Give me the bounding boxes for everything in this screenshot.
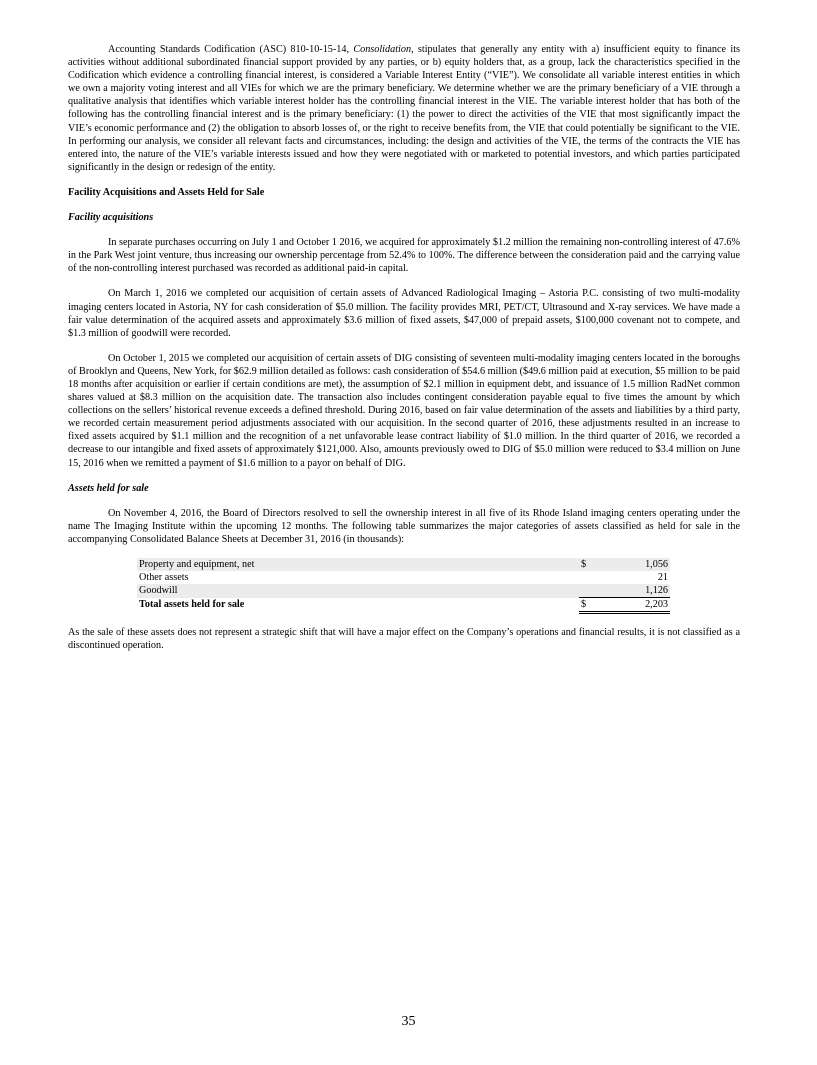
- dig-paragraph: On October 1, 2015 we completed our acquisition of certain assets of DIG consisting of seventeen multi-modality imaging centers located in the boroughs of Brooklyn and Queens, New York, for $62.9 million detailed as follows: cash consideration of $54.6 million ($49.6 million paid at execution, $5 million to be paid 18 months after acquisition or earlier if certain conditions are met), the assumption of $2.1 million in equipment debt, and issuance of 1.5 million RadNet common shares valued at $8.3 million on the acquisition date. The transaction also includes contingent consideration payable equal to five times the amount by which collections on the sellers’ historical revenue exceeds a defined threshold. During 2016, based on fair value determination of the assets and liabilities by a third party, we recorded certain measurement period adjustments associated with our acquisition. In the second quarter of 2016, these adjustments resulted in an increase to fixed assets acquired by $1.1 million and the recognition of a net unfavorable lease contract liability of $1.0 million. In the third quarter of 2016, we recorded a decrease to our intangible and fixed assets of approximately $121,000. Also, amounts previously owed to DIG of $5.0 million were reduced to $3.4 million on June 15, 2016 when we remitted a payment of $1.6 million to a payor on behalf of DIG.: [68, 352, 740, 469]
- row-label: Property and equipment, net: [137, 558, 579, 571]
- table-row: [137, 584, 670, 598]
- park-west-paragraph: In separate purchases occurring on July 1 and October 1 2016, we acquired for approximately $1.2 million the remaining non-controlling interest of 47.6% in the Park West joint venture, thus increasing our ownership percentage from 52.4% to 100%. The difference between the consideration paid and the carrying value of the non-controlling interest purchased was recorded as additional paid-in capital.: [68, 237, 740, 275]
- row-amount: 1,126: [597, 584, 670, 598]
- vie-paragraph: [68, 43, 740, 174]
- table-row: [137, 558, 670, 571]
- total-amount: 2,203: [597, 598, 670, 613]
- assets-held-subheading: Assets held for sale: [68, 482, 149, 494]
- facility-acquisitions-subheading: Facility acquisitions: [68, 212, 154, 224]
- table-total-row: [137, 598, 670, 613]
- vie-text-rest: , stipulates that generally any entity with a) insufficient equity to finance its activities without additional subordinated financial support provided by any parties, or b) equity holders that, as a group, lack the characteristics specified in the Codification which evidence a controlling financial interest, is considered a Variable Interest Entity (“VIE”). We consolidate all variable interest entities in which we own a majority voting interest and all VIEs for which we are the primary beneficiary. We determine whether we are the primary beneficiary of a VIE through a qualitative analysis that identifies which variable interest holder has the controlling financial interest in the VIE. The variable interest holder that has both of the following has the controlling financial interest and is the primary beneficiary: (1) the power to direct the activities of the VIE that most significantly impact the VIE’s economic performance and (2) the obligation to absorb losses of, or the right to receive benefits from, the VIE that could potentially be significant to the VIE. In performing our analysis, we consider all relevant facts and circumstances, including: the design and activities of the VIE, the terms of the contracts the VIE has entered into, the nature of the VIE’s variable interests issued and how they were negotiated with or marketed to potential investors, and which parties participated significantly in the design or redesign of the entity.: [68, 44, 740, 173]
- row-currency: $: [579, 558, 597, 571]
- assets-held-table: [137, 558, 670, 614]
- row-amount: 1,056: [597, 558, 670, 571]
- table-row: [137, 571, 670, 584]
- page-number: 35: [401, 1014, 416, 1029]
- consolidation-italic: Consolidation: [353, 44, 412, 55]
- vie-text-start: Accounting Standards Codification (ASC) 810-10-15-14,: [108, 44, 354, 55]
- row-label: Goodwill: [137, 584, 579, 598]
- row-currency: [579, 571, 597, 584]
- rhode-island-paragraph: On November 4, 2016, the Board of Directors resolved to sell the ownership interest in all five of its Rhode Island imaging centers operating under the name The Imaging Institute within the upcoming 12 months. The following table summarizes the major categories of assets classified as held for sale in the accompanying Consolidated Balance Sheets at December 31, 2016 (in thousands):: [68, 507, 740, 545]
- total-label: Total assets held for sale: [139, 598, 245, 610]
- total-currency: $: [579, 598, 597, 613]
- row-currency: [579, 584, 597, 598]
- row-amount: 21: [657, 572, 668, 583]
- astoria-paragraph: On March 1, 2016 we completed our acquisition of certain assets of Advanced Radiological Imaging – Astoria P.C. consisting of two multi-modality imaging centers located in Astoria, NY for cash consideration of $5.0 million. The facility provides MRI, PET/CT, Ultrasound and X-ray services. We have made a fair value determination of the acquired assets and approximately $3.6 million of fixed assets, $47,000 of prepaid assets, $100,000 covenant not to compete, and $1.3 million of goodwill were recorded.: [68, 288, 740, 339]
- row-label: Other assets: [139, 572, 189, 583]
- page-content: [68, 43, 740, 652]
- facility-heading: Facility Acquisitions and Assets Held for Sale: [68, 186, 265, 198]
- discontinued-operation-paragraph: As the sale of these assets does not represent a strategic shift that will have a major effect on the Company’s operations and financial results, it is not classified as a discontinued operation.: [68, 627, 740, 652]
